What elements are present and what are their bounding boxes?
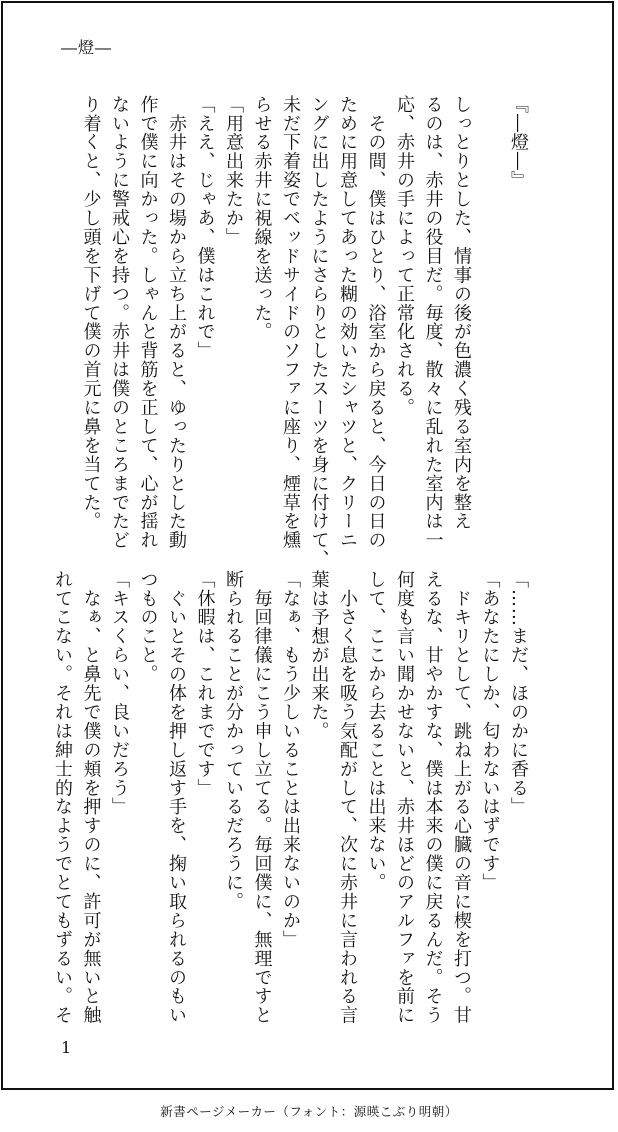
text-line: 作で僕に向かった。しゃんと背筋を正して、心が揺れ	[137, 95, 159, 550]
text-line: つものこと。	[137, 570, 159, 684]
text-line: 葉は予想が出来た。	[308, 570, 330, 741]
text-line: 毎回律儀にこう申し立てる。毎回僕に、無理ですと	[251, 570, 273, 1025]
text-line: り着くと、少し頭を下げて僕の首元に鼻を当てた。	[80, 95, 102, 531]
text-line: 赤井はその場から立ち上がると、ゆったりとした動	[166, 95, 187, 550]
text-line: ぐいとその体を押し返す手を、掬い取られるのもい	[166, 570, 187, 1025]
text-line: 「キスくらい、良いだろう」	[109, 570, 130, 817]
footer-credit: 新書ページメーカー（フォント：源暎こぶり明朝）	[160, 1104, 458, 1119]
running-head: ―燈―	[61, 38, 113, 57]
chapter-title: 『―燈―』	[508, 95, 529, 190]
text-line: らせる赤井に視線を送った。	[251, 95, 273, 342]
text-line: して、ここから去ることは出来ない。	[365, 570, 387, 893]
text-line: しっとりとした、情事の後が色濃く残る室内を整え	[451, 95, 472, 531]
text-line: れてこない。それは紳士的なようでとてもずるい。そ	[52, 570, 73, 1025]
text-line: 「あなたにしか、匂わないはずです」	[479, 570, 501, 893]
page-number: 1	[61, 1038, 72, 1057]
text-line: 未だ下着姿でベッドサイドのソファに座り、煙草を燻	[280, 95, 301, 550]
text-tier-lower	[52, 570, 532, 1025]
text-line: 「休暇は、これまでです」	[194, 570, 216, 798]
text-tier-upper	[72, 95, 532, 569]
text-line: ないように警戒心を持つ。赤井は僕のところまでたど	[109, 95, 130, 550]
text-line: 「……まだ、ほのかに香る」	[508, 570, 529, 817]
text-line: ングに出したようにさらりとしたスーツを身に付けて、	[308, 95, 330, 569]
text-line: ために用意してあった糊の効いたシャツと、クリーニ	[337, 95, 358, 550]
text-line: 「ええ、じゃあ、僕はこれで」	[194, 95, 216, 361]
text-line: 応、赤井の手によって正常化される。	[394, 95, 415, 418]
text-line: るのは、赤井の役目だ。毎度、散々に乱れた室内は一	[422, 95, 444, 550]
text-line: 小さく息を吸う気配がして、次に赤井に言われる言	[337, 570, 358, 1025]
text-line: 「なぁ、もう少しいることは出来ないのか」	[280, 570, 301, 949]
text-line: えるな、甘やかすな、僕は本来の僕に戻るんだ。そう	[422, 570, 444, 1025]
text-line: 断られることが分かっているだろうに。	[223, 570, 244, 912]
text-line: 何度も言い聞かせないと、赤井ほどのアルファを前に	[394, 570, 415, 1025]
page-frame	[1, 1, 614, 1090]
text-line: ドキリとして、跳ね上がる心臓の音に楔を打つ。甘	[451, 570, 472, 1025]
text-line: 「用意出来たか」	[223, 95, 244, 247]
text-line: なぁ、と鼻先で僕の頬を押すのに、許可が無いと触	[80, 570, 102, 1025]
text-line: その間、僕はひとり、浴室から戻ると、今日の日の	[365, 95, 387, 550]
